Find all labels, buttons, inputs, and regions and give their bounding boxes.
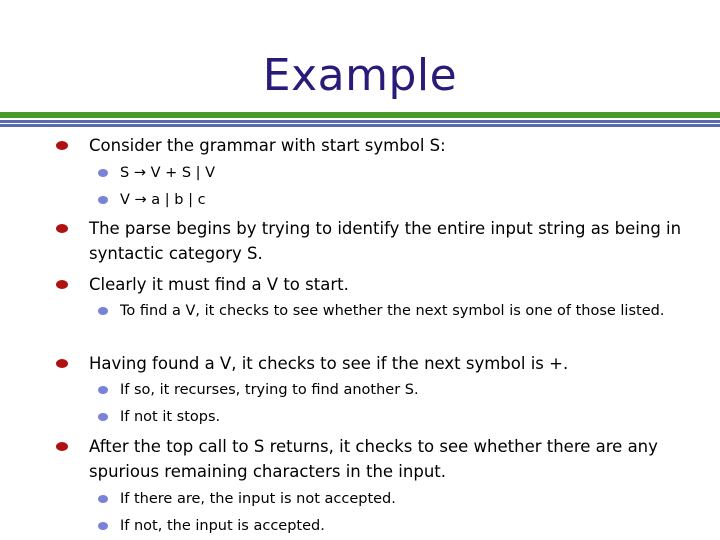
bullet-marker [56, 359, 68, 368]
title-divider-green [0, 112, 720, 118]
bullet-text: Clearly it must find a V to start. [89, 275, 349, 294]
sub-bullet-text: If not, the input is accepted. [120, 518, 325, 534]
sub-bullet-text: S → V + S | V [120, 165, 216, 181]
sub-bullet-text: To find a V, it checks to see whether the next symbol is one of those listed. [120, 303, 665, 319]
sub-bullet-marker [98, 169, 108, 177]
sub-bullet-text: If not it stops. [120, 409, 221, 425]
bullet-marker [56, 141, 68, 150]
bullet-marker [56, 442, 68, 451]
slide-title: Example [262, 50, 458, 101]
title-divider-blue-bottom [0, 124, 720, 127]
sub-bullet-marker [98, 307, 108, 315]
bullet-text: The parse begins by trying to identify the entire input string as being in syntactic category S. [89, 219, 682, 263]
sub-bullet-marker [98, 495, 108, 503]
bullet-text: After the top call to S returns, it checks to see whether there are any spurious remaining characters in the input. [89, 437, 658, 481]
sub-bullet-text: If so, it recurses, trying to find another S. [120, 382, 419, 398]
sub-bullet-marker [98, 522, 108, 530]
bullet-text: Consider the grammar with start symbol S: [89, 136, 446, 155]
bullet-marker [56, 224, 68, 233]
sub-bullet-text: If there are, the input is not accepted. [120, 491, 396, 507]
sub-bullet-text: V → a | b | c [120, 192, 206, 208]
bullet-marker [56, 280, 68, 289]
sub-bullet-marker [98, 386, 108, 394]
title-divider-blue-top [0, 120, 720, 123]
sub-bullet-marker [98, 196, 108, 204]
sub-bullet-marker [98, 413, 108, 421]
bullet-text: Having found a V, it checks to see if the next symbol is +. [89, 354, 569, 373]
